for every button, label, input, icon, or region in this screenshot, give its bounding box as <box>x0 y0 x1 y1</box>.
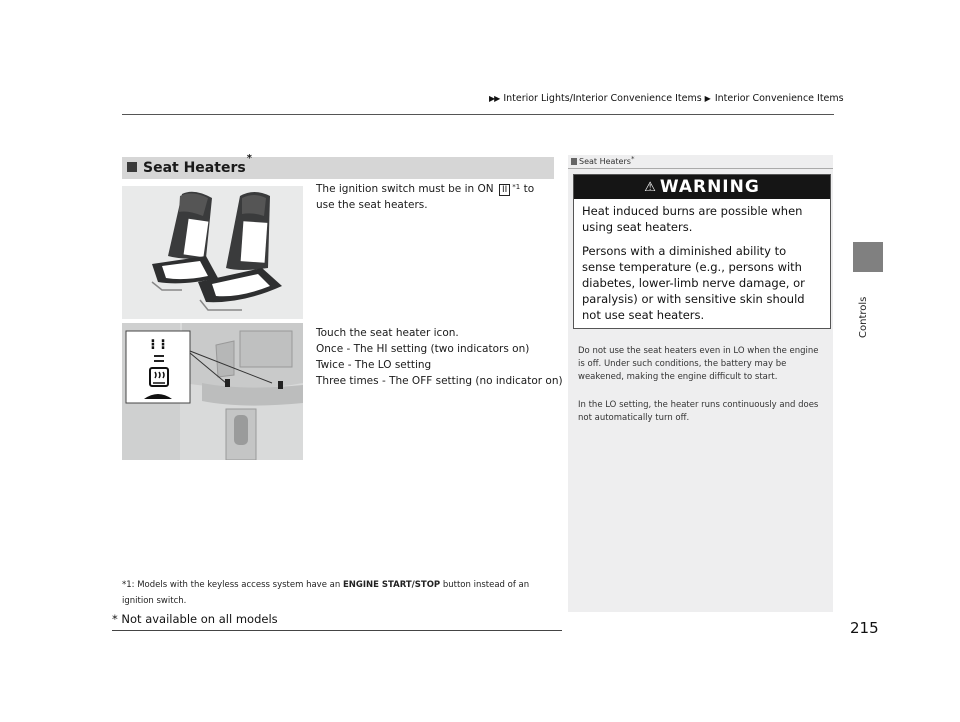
sidebar-note: Do not use the seat heaters even in LO when the engine is off. Under such conditions, the battery may be weakened, making the engine difficult to start. <box>578 346 819 382</box>
warning-banner <box>574 175 830 199</box>
instruction-line: Twice - The LO setting <box>316 359 432 371</box>
sidebar-notes <box>568 155 833 612</box>
ignition-text-a: The ignition switch must be in ON <box>316 183 494 195</box>
warning-label: WARNING <box>659 177 760 197</box>
page-number: 215 <box>850 619 879 637</box>
footnote-text-a: *1: Models with the keyless access system have an <box>122 580 341 590</box>
breadcrumb-item-1[interactable]: Interior Lights/Interior Convenience Items <box>503 93 702 104</box>
footnote-bold: ENGINE START/STOP <box>342 580 441 590</box>
warning-text <box>574 199 830 323</box>
ignition-text-b: to use the seat heaters. <box>316 183 535 211</box>
footnote <box>122 577 562 609</box>
warning-box <box>573 174 831 329</box>
not-available-note: * Not available on all models <box>112 612 278 626</box>
instruction-line: Touch the seat heater icon. <box>316 327 459 339</box>
note-icon <box>571 158 577 165</box>
section-title: Seat Heaters <box>143 160 246 176</box>
footnote-ref: *1 <box>512 183 521 191</box>
section-square-icon <box>127 162 137 172</box>
sidebar-heading-star: * <box>630 155 635 163</box>
dashboard-illustration <box>122 323 303 460</box>
sidebar-divider <box>568 168 833 169</box>
ignition-paragraph <box>316 181 556 213</box>
chapter-tab-label: Controls <box>858 296 869 338</box>
sidebar-heading <box>571 157 634 166</box>
section-header <box>122 153 554 179</box>
instructions-paragraph <box>316 325 566 389</box>
warning-triangle-icon: ⚠ <box>644 180 657 195</box>
instruction-line: Once - The HI setting (two indicators on) <box>316 343 530 355</box>
warning-paragraph: Persons with a diminished ability to sense temperature (e.g., persons with diabetes, lower-limb nerve damage, or paralysis) or with sensitive skin should not use seat heaters. <box>582 244 805 322</box>
arrow-icon: ▶ <box>704 94 711 103</box>
footnote-text-b: button instead of an ignition switch. <box>122 580 530 606</box>
warning-paragraph: Heat induced burns are possible when using seat heaters. <box>582 204 803 234</box>
chapter-tab-marker <box>853 242 883 272</box>
ignition-position-chip: II <box>499 184 510 196</box>
instruction-line: Three times - The OFF setting (no indicator on) <box>316 375 563 387</box>
svg-text:⁝ ⁝: ⁝ ⁝ <box>150 337 166 353</box>
double-arrow-icon: ▶▶ <box>489 94 500 103</box>
breadcrumb-item-2[interactable]: Interior Convenience Items <box>714 93 844 104</box>
footer-divider <box>112 630 562 631</box>
section-title-star: * <box>246 153 252 164</box>
seats-illustration <box>122 186 303 319</box>
sidebar-heading-text: Seat Heaters <box>579 157 631 166</box>
sidebar-note: In the LO setting, the heater runs continuously and does not automatically turn off. <box>578 400 819 423</box>
header-divider <box>122 114 834 115</box>
breadcrumb <box>489 93 844 104</box>
